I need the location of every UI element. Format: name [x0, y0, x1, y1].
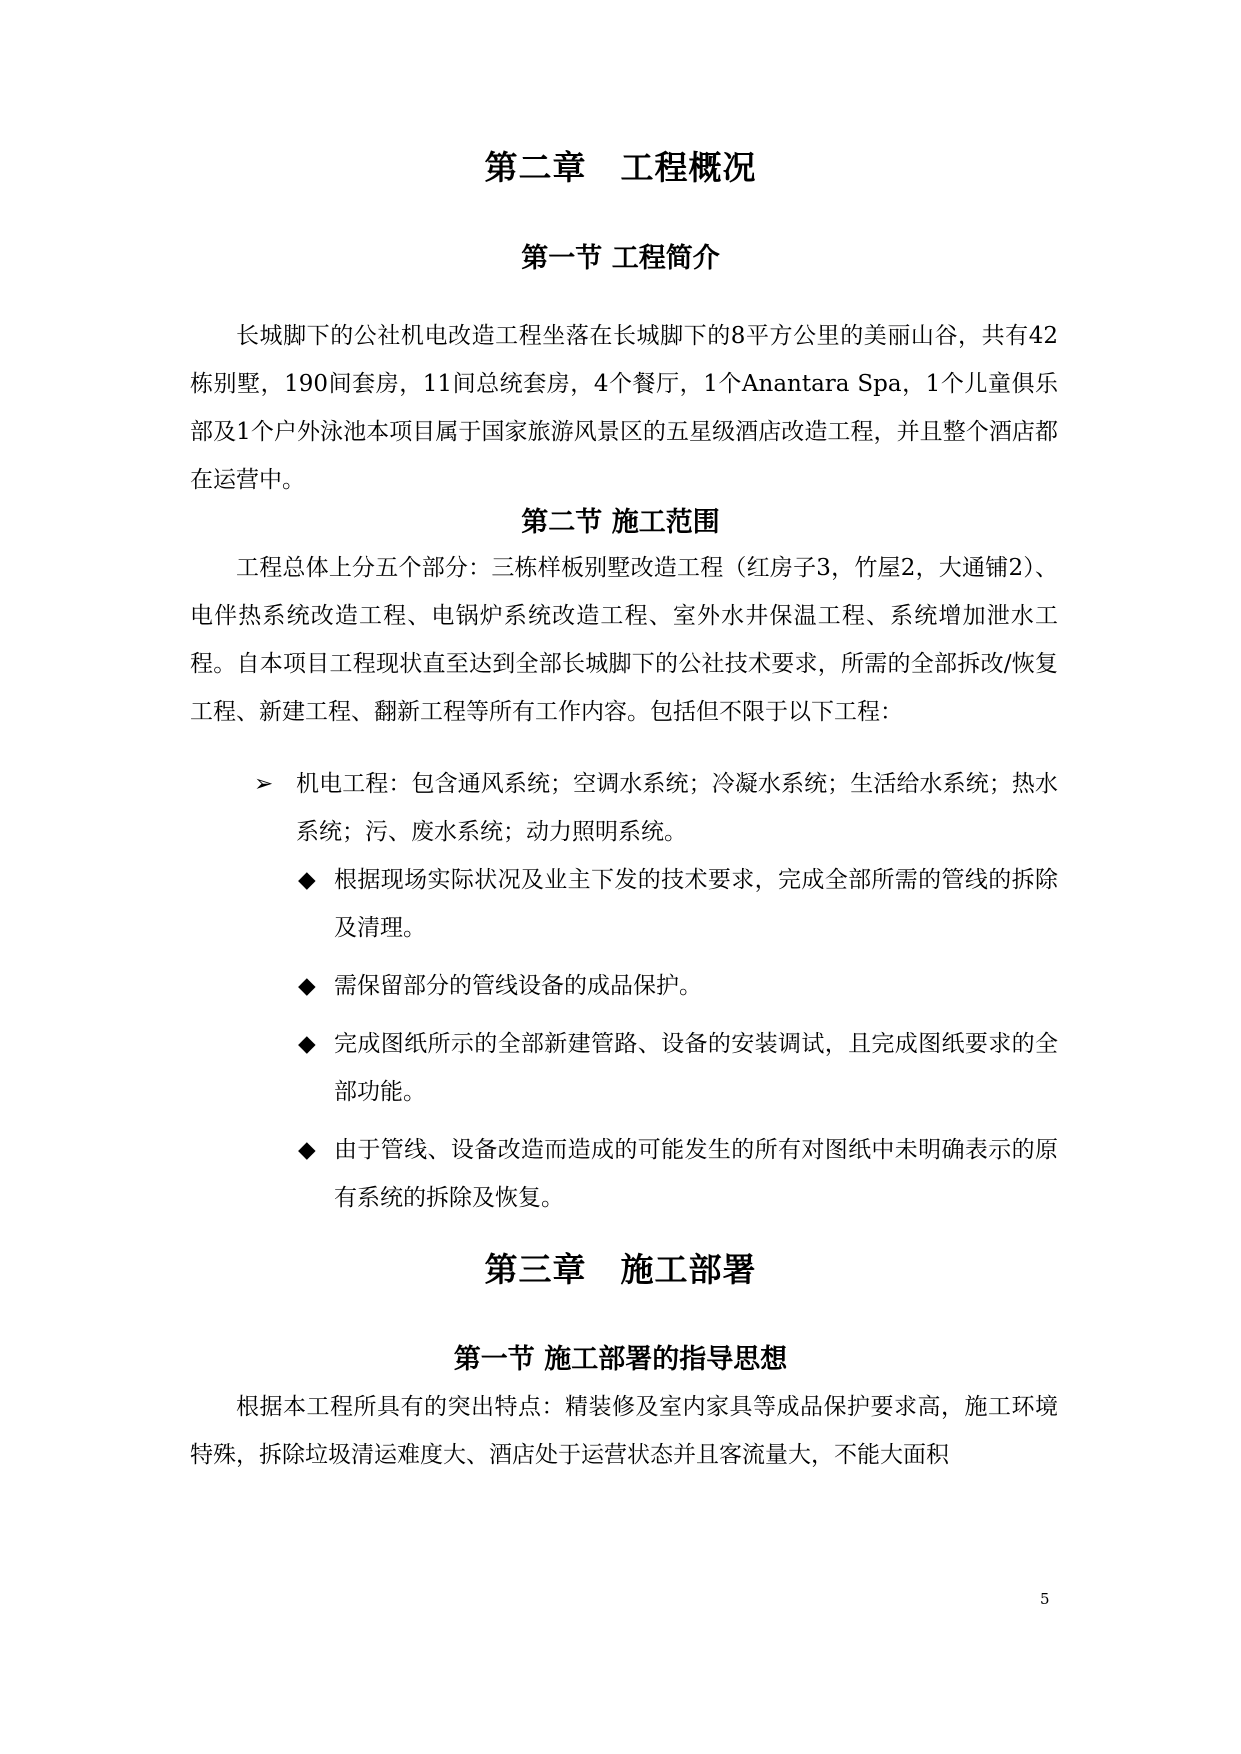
section-3-1-title: 第一节 施工部署的指导思想 — [453, 1344, 788, 1375]
sub-item-text: 由于管线、设备改造而造成的可能发生的所有对图纸中未明确表示的原有系统的拆除及恢复。 — [334, 1137, 1058, 1211]
bullet-mechanical-electrical — [254, 760, 1058, 856]
section-2-paragraph: 工程总体上分五个部分：三栋样板别墅改造工程（红房子3，竹屋2，大通铺2）、电伴热系统改造工程、电锅炉系统改造工程、室外水井保温工程、系统增加泄水工程。自本项目工程现状直至达到全部长城脚下的公社技术要求，所需的全部拆改/恢复工程、新建工程、翻新工程等所有工作内容。包括但不限于以下工程： — [190, 555, 1058, 725]
arrow-bullet-icon: ➢ — [254, 771, 274, 797]
sub-item-text: 根据现场实际状况及业主下发的技术要求，完成全部所需的管线的拆除及清理。 — [334, 867, 1058, 941]
section-3-1-paragraph: 根据本工程所具有的突出特点：精装修及室内家具等成品保护要求高，施工环境特殊，拆除垃圾清运难度大、酒店处于运营状态并且客流量大，不能大面积 — [190, 1394, 1058, 1468]
chapter-2-title: 第二章 工程概况 — [484, 148, 757, 187]
sub-item-4 — [298, 1126, 1058, 1222]
sub-item-1 — [298, 856, 1058, 952]
diamond-bullet-icon: ◆ — [298, 973, 316, 999]
sub-item-2 — [298, 962, 1058, 1010]
sub-item-3 — [298, 1020, 1058, 1116]
section-1-title: 第一节 工程简介 — [521, 243, 720, 274]
section-2-title: 第二节 施工范围 — [521, 507, 720, 538]
diamond-bullet-icon: ◆ — [298, 1137, 316, 1163]
bullet-main-text: 机电工程：包含通风系统；空调水系统；冷凝水系统；生活给水系统；热水系统；污、废水系统；动力照明系统。 — [296, 771, 1058, 845]
chapter-3-title: 第三章 施工部署 — [484, 1250, 757, 1289]
sub-item-text: 完成图纸所示的全部新建管路、设备的安装调试，且完成图纸要求的全部功能。 — [334, 1031, 1058, 1105]
diamond-bullet-icon: ◆ — [298, 867, 316, 893]
page-number: 5 — [1040, 1590, 1050, 1608]
sub-item-text: 需保留部分的管线设备的成品保护。 — [334, 973, 702, 999]
diamond-bullet-icon: ◆ — [298, 1031, 316, 1057]
section-1-paragraph: 长城脚下的公社机电改造工程坐落在长城脚下的8平方公里的美丽山谷，共有42栋别墅，190间套房，11间总统套房，4个餐厅，1个Anantara Spa，1个儿童俱乐部及1个户外泳池本项目属于国家旅游风景区的五星级酒店改造工程，并且整个酒店都在运营中。 — [190, 323, 1058, 493]
